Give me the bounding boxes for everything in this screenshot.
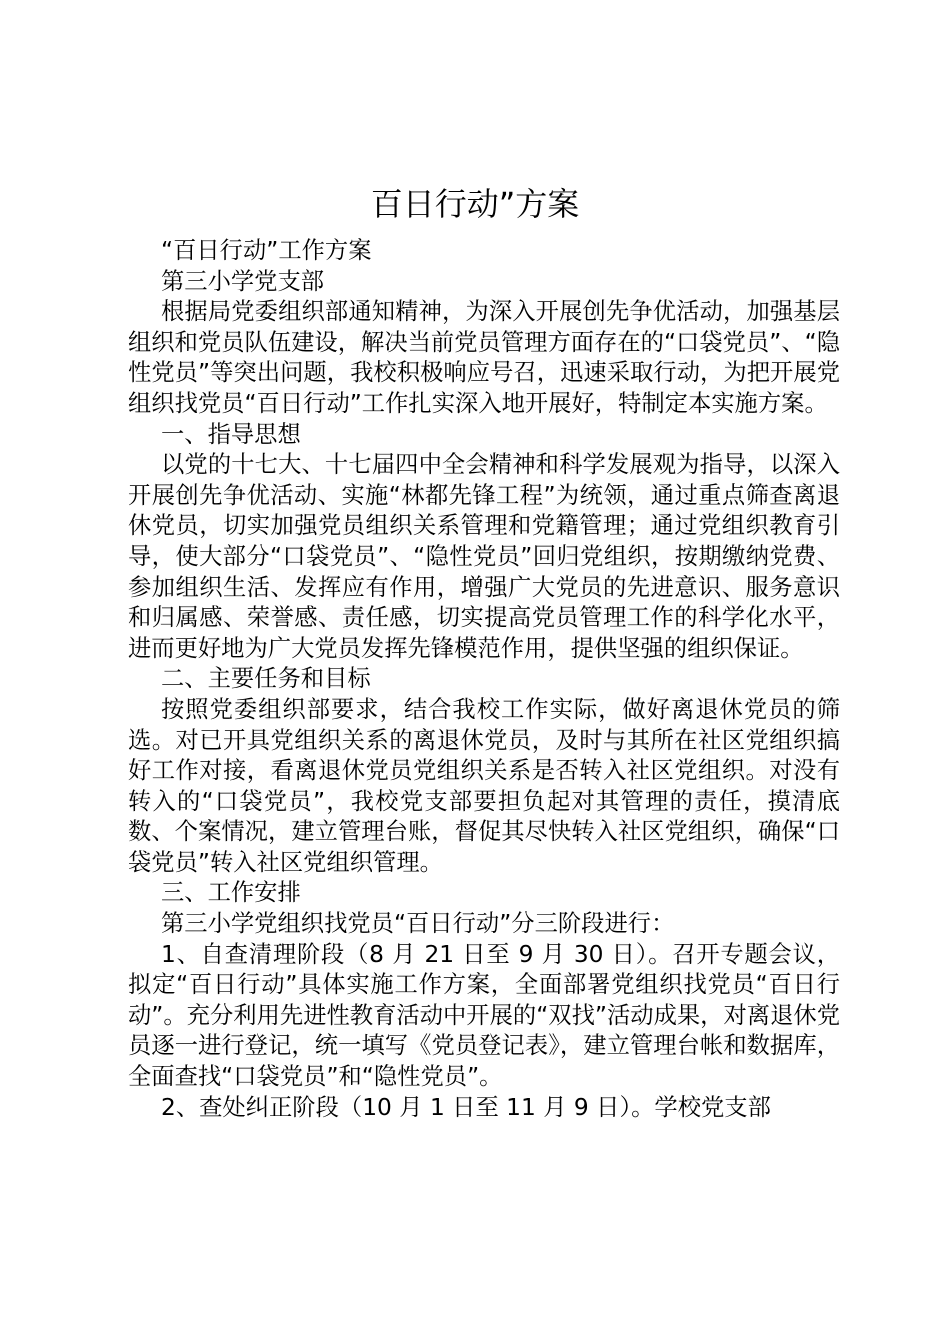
- paragraph-tasks-goals: 按照党委组织部要求，结合我校工作实际，做好离退休党员的筛选。对已开具党组织关系的离退休党员，及时与其所在社区党组织搞好工作对接，看离退休党员党组织关系是否转入社区党组织。对没有转入的“口袋党员”，我校党支部要担负起对其管理的责任，摸清底数、个案情况，建立管理台账，督促其尽快转入社区党组织，确保“口袋党员”转入社区党组织管理。: [128, 695, 840, 876]
- paragraph-intro: 根据局党委组织部通知精神，为深入开展创先争优活动，加强基层组织和党员队伍建设，解决当前党员管理方面存在的“口袋党员”、“隐性党员”等突出问题，我校积极响应号召，迅速采取行动，为把开展党组织找党员“百日行动”工作扎实深入地开展好，特制定本实施方案。: [128, 298, 840, 417]
- paragraph-three-stages: 第三小学党组织找党员“百日行动”分三阶段进行：: [161, 910, 675, 938]
- paragraph-guiding-ideology: 以党的十七大、十七届四中全会精神和科学发展观为指导，以深入开展创先争优活动、实施“林都先锋工程”为统领，通过重点筛查离退休党员，切实加强党员组织关系管理和党籍管理；通过党组织教育引导，使大部分“口袋党员”、“隐性党员”回归党组织，按期缴纳党费、参加组织生活、发挥应有作用，增强广大党员的先进意识、服务意识和归属感、荣誉感、责任感，切实提高党员管理工作的科学化水平，进而更好地为广大党员发挥先锋模范作用，提供坚强的组织保证。: [128, 451, 840, 662]
- document-body: [128, 236, 840, 1123]
- section-heading-tasks-goals: 二、主要任务和目标: [161, 665, 371, 693]
- paragraph-subtitle: “百日行动”工作方案: [161, 237, 372, 264]
- document-title: 百日行动”方案: [370, 185, 580, 223]
- paragraph-stage-two: 2、查处纠正阶段（10 月 1 日至 11 月 9 日）。学校党支部: [161, 1093, 771, 1121]
- paragraph-stage-one: 1、自查清理阶段（8 月 21 日至 9 月 30 日）。召开专题会议，拟定“百日行动”具体实施工作方案，全面部署党组织找党员“百日行动”。充分利用先进性教育活动中开展的“双找”活动成果，对离退休党员逐一进行登记，统一填写《党员登记表》，建立管理台帐和数据库，全面查找“口袋党员”和“隐性党员”。: [128, 940, 840, 1091]
- section-heading-guiding-ideology: 一、指导思想: [161, 420, 301, 448]
- section-heading-work-arrangement: 三、工作安排: [161, 879, 301, 907]
- paragraph-organization: 第三小学党支部: [161, 267, 325, 295]
